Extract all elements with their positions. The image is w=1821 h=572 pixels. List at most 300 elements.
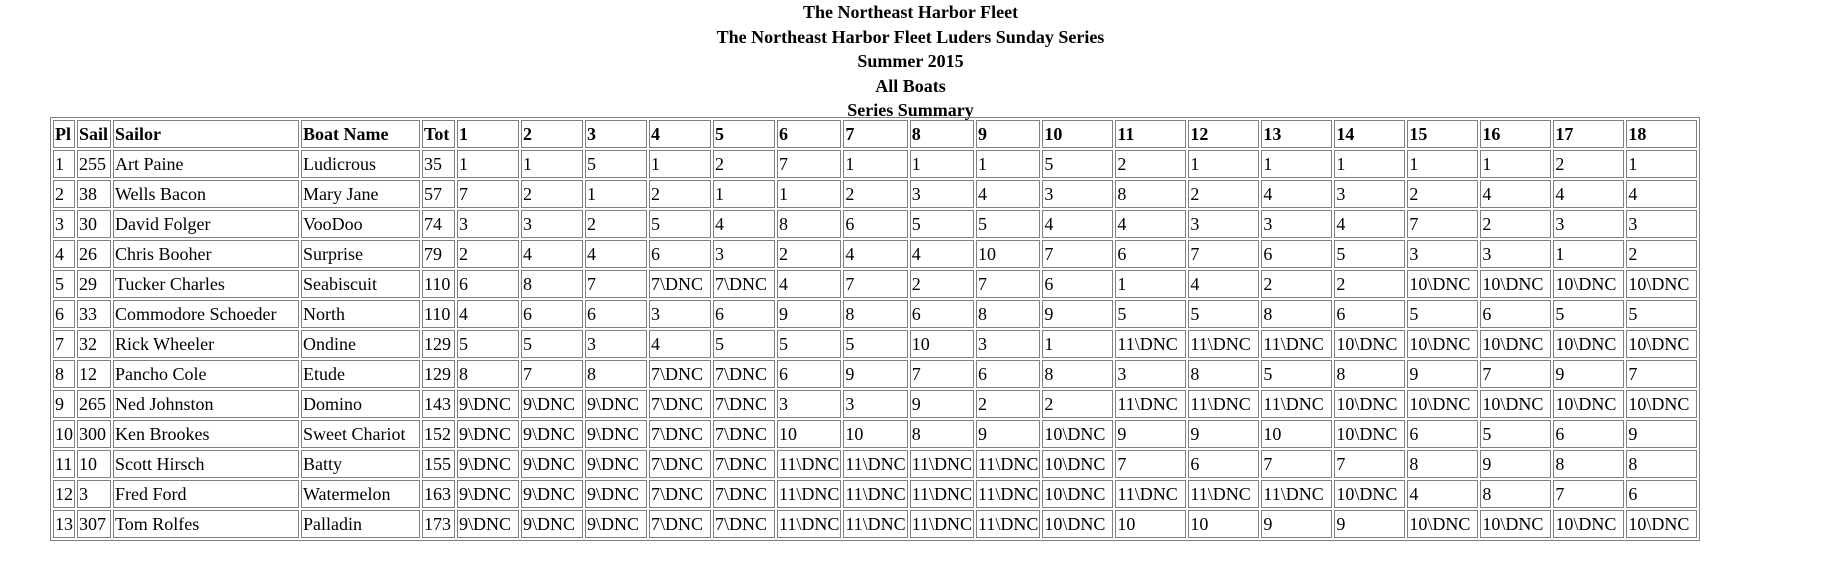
table-cell: 2 <box>585 210 647 238</box>
table-cell: 9 <box>1261 510 1332 538</box>
table-cell: 9 <box>777 300 841 328</box>
column-header: 10 <box>1042 120 1113 148</box>
table-cell: Pancho Cole <box>113 360 299 388</box>
table-cell: 7\DNC <box>649 360 711 388</box>
table-cell: 6 <box>713 300 775 328</box>
table-cell: Batty <box>301 450 420 478</box>
table-cell: Domino <box>301 390 420 418</box>
report-headers <box>0 0 1821 123</box>
table-cell: 3 <box>1261 210 1332 238</box>
table-cell: 8 <box>1115 180 1186 208</box>
table-cell: Sweet Chariot <box>301 420 420 448</box>
table-cell: 10 <box>843 420 907 448</box>
table-cell: 8 <box>1626 450 1697 478</box>
table-cell: 3 <box>585 330 647 358</box>
table-cell: 7 <box>521 360 583 388</box>
table-cell: 10\DNC <box>1480 270 1551 298</box>
table-cell: 4 <box>1407 480 1478 508</box>
table-cell: 8 <box>1188 360 1259 388</box>
table-cell: 11\DNC <box>843 510 907 538</box>
table-cell: 163 <box>422 480 455 508</box>
table-cell: 10\DNC <box>1042 450 1113 478</box>
table-cell: 10 <box>53 420 75 448</box>
table-cell: 6 <box>1480 300 1551 328</box>
table-cell: 9 <box>1115 420 1186 448</box>
table-cell: 6 <box>1407 420 1478 448</box>
table-cell: 10\DNC <box>1626 510 1697 538</box>
table-cell: 11 <box>53 450 75 478</box>
table-cell: 129 <box>422 360 455 388</box>
table-cell: Tucker Charles <box>113 270 299 298</box>
table-cell: 6 <box>1261 240 1332 268</box>
table-row <box>53 270 1697 298</box>
summary-title: Series Summary <box>847 100 974 120</box>
table-cell: 8 <box>585 360 647 388</box>
table-cell: 3 <box>77 480 111 508</box>
table-cell: 3 <box>976 330 1040 358</box>
table-cell: 9\DNC <box>457 390 519 418</box>
column-header: 3 <box>585 120 647 148</box>
table-cell: 3 <box>1115 360 1186 388</box>
series-title: The Northeast Harbor Fleet Luders Sunday Series <box>716 26 1105 47</box>
column-header: 18 <box>1626 120 1697 148</box>
table-cell: 2 <box>1188 180 1259 208</box>
table-cell: 2 <box>910 270 974 298</box>
table-cell: 35 <box>422 150 455 178</box>
table-cell: 5 <box>777 330 841 358</box>
table-cell: Mary Jane <box>301 180 420 208</box>
table-cell: 8 <box>843 300 907 328</box>
table-cell: 8 <box>777 210 841 238</box>
table-cell: 4 <box>649 330 711 358</box>
table-cell: 10 <box>1188 510 1259 538</box>
table-cell: 3 <box>521 210 583 238</box>
table-cell: 5 <box>713 330 775 358</box>
table-cell: 5 <box>1480 420 1551 448</box>
table-cell: 11\DNC <box>1261 390 1332 418</box>
table-cell: 6 <box>53 300 75 328</box>
table-cell: 7 <box>457 180 519 208</box>
series-summary-table <box>50 117 1700 541</box>
column-header: 8 <box>910 120 974 148</box>
table-cell: 11\DNC <box>1261 330 1332 358</box>
table-cell: VooDoo <box>301 210 420 238</box>
table-cell: 3 <box>1407 240 1478 268</box>
column-header: Tot <box>422 120 455 148</box>
table-cell: Fred Ford <box>113 480 299 508</box>
table-cell: 7 <box>910 360 974 388</box>
table-cell: 9\DNC <box>457 510 519 538</box>
table-cell: 110 <box>422 270 455 298</box>
table-cell: 13 <box>53 510 75 538</box>
column-header: 2 <box>521 120 583 148</box>
table-cell: 7\DNC <box>713 450 775 478</box>
table-cell: 11\DNC <box>777 480 841 508</box>
table-cell: 7\DNC <box>649 510 711 538</box>
table-cell: 7\DNC <box>649 450 711 478</box>
table-cell: 2 <box>1480 210 1551 238</box>
table-cell: 2 <box>1626 240 1697 268</box>
table-cell: Watermelon <box>301 480 420 508</box>
table-cell: 11\DNC <box>777 510 841 538</box>
table-cell: 7 <box>976 270 1040 298</box>
table-cell: 173 <box>422 510 455 538</box>
table-cell: 4 <box>976 180 1040 208</box>
table-cell: 5 <box>649 210 711 238</box>
table-cell: 7 <box>585 270 647 298</box>
table-cell: 6 <box>777 360 841 388</box>
table-cell: 7\DNC <box>649 390 711 418</box>
table-cell: 7\DNC <box>649 420 711 448</box>
table-cell: 1 <box>1480 150 1551 178</box>
table-cell: 4 <box>1042 210 1113 238</box>
table-cell: 6 <box>1115 240 1186 268</box>
table-row <box>53 480 1697 508</box>
table-cell: 7 <box>1261 450 1332 478</box>
table-cell: 1 <box>1042 330 1113 358</box>
table-cell: 79 <box>422 240 455 268</box>
table-cell: 6 <box>1188 450 1259 478</box>
table-cell: 10\DNC <box>1407 510 1478 538</box>
table-row <box>53 300 1697 328</box>
table-cell: 4 <box>910 240 974 268</box>
column-header: 1 <box>457 120 519 148</box>
table-cell: 4 <box>1115 210 1186 238</box>
table-cell: 1 <box>53 150 75 178</box>
table-cell: 8 <box>53 360 75 388</box>
table-cell: 1 <box>1407 150 1478 178</box>
table-cell: 1 <box>1626 150 1697 178</box>
table-cell: 2 <box>1115 150 1186 178</box>
table-cell: Rick Wheeler <box>113 330 299 358</box>
table-cell: 2 <box>1334 270 1405 298</box>
table-cell: 6 <box>1042 270 1113 298</box>
column-header: 6 <box>777 120 841 148</box>
table-cell: 7\DNC <box>713 480 775 508</box>
table-cell: 7\DNC <box>713 510 775 538</box>
table-cell: 5 <box>910 210 974 238</box>
table-cell: 265 <box>77 390 111 418</box>
table-cell: 2 <box>843 180 907 208</box>
table-cell: 10\DNC <box>1334 420 1405 448</box>
column-header: 5 <box>713 120 775 148</box>
table-cell: 12 <box>53 480 75 508</box>
table-cell: 11\DNC <box>976 450 1040 478</box>
table-cell: 6 <box>976 360 1040 388</box>
table-cell: 9\DNC <box>457 420 519 448</box>
table-cell: 3 <box>457 210 519 238</box>
table-cell: 6 <box>1553 420 1624 448</box>
table-cell: 2 <box>713 150 775 178</box>
table-cell: 11\DNC <box>976 510 1040 538</box>
table-cell: 10\DNC <box>1334 330 1405 358</box>
table-row <box>53 150 1697 178</box>
column-header: 12 <box>1188 120 1259 148</box>
table-cell: Tom Rolfes <box>113 510 299 538</box>
table-cell: 1 <box>1115 270 1186 298</box>
table-cell: 9\DNC <box>457 450 519 478</box>
table-row <box>53 510 1697 538</box>
table-cell: 3 <box>649 300 711 328</box>
table-cell: Ludicrous <box>301 150 420 178</box>
table-cell: 9 <box>1480 450 1551 478</box>
table-cell: 7 <box>1626 360 1697 388</box>
table-cell: 4 <box>713 210 775 238</box>
table-cell: 3 <box>1042 180 1113 208</box>
table-cell: 11\DNC <box>1188 480 1259 508</box>
table-cell: 11\DNC <box>777 450 841 478</box>
table-cell: 5 <box>1188 300 1259 328</box>
table-cell: 32 <box>77 330 111 358</box>
table-cell: 2 <box>457 240 519 268</box>
table-cell: 1 <box>457 150 519 178</box>
table-cell: 1 <box>910 150 974 178</box>
table-cell: 10 <box>1115 510 1186 538</box>
table-cell: 10\DNC <box>1042 510 1113 538</box>
table-cell: 155 <box>422 450 455 478</box>
table-cell: 7\DNC <box>713 420 775 448</box>
table-cell: 5 <box>1042 150 1113 178</box>
table-cell: Wells Bacon <box>113 180 299 208</box>
table-cell: 6 <box>521 300 583 328</box>
table-cell: 33 <box>77 300 111 328</box>
table-cell: 6 <box>585 300 647 328</box>
division-title: All Boats <box>875 75 946 96</box>
table-cell: 9\DNC <box>521 450 583 478</box>
table-cell: 11\DNC <box>910 450 974 478</box>
table-cell: 1 <box>843 150 907 178</box>
table-cell: 11\DNC <box>1115 390 1186 418</box>
table-cell: 2 <box>53 180 75 208</box>
table-cell: 10\DNC <box>1553 390 1624 418</box>
table-cell: 4 <box>585 240 647 268</box>
table-row <box>53 240 1697 268</box>
table-cell: 11\DNC <box>910 480 974 508</box>
table-cell: 5 <box>1334 240 1405 268</box>
table-cell: 5 <box>1553 300 1624 328</box>
table-cell: 10 <box>910 330 974 358</box>
table-cell: 11\DNC <box>1115 480 1186 508</box>
column-header: Sail <box>77 120 111 148</box>
table-cell: 4 <box>1480 180 1551 208</box>
table-cell: 300 <box>77 420 111 448</box>
table-cell: 10\DNC <box>1407 270 1478 298</box>
table-cell: 10\DNC <box>1553 510 1624 538</box>
summary-table-wrap <box>50 117 1700 541</box>
table-cell: 3 <box>713 240 775 268</box>
table-cell: 30 <box>77 210 111 238</box>
table-cell: Ken Brookes <box>113 420 299 448</box>
table-cell: Chris Booher <box>113 240 299 268</box>
table-cell: 2 <box>649 180 711 208</box>
table-cell: 7 <box>1480 360 1551 388</box>
table-cell: 3 <box>910 180 974 208</box>
table-cell: 1 <box>521 150 583 178</box>
table-cell: 3 <box>53 210 75 238</box>
table-cell: 6 <box>910 300 974 328</box>
table-cell: Ondine <box>301 330 420 358</box>
column-header: 11 <box>1115 120 1186 148</box>
table-cell: 11\DNC <box>1261 480 1332 508</box>
table-cell: 9\DNC <box>585 480 647 508</box>
table-cell: 10\DNC <box>1553 330 1624 358</box>
table-cell: 3 <box>1188 210 1259 238</box>
table-cell: 11\DNC <box>976 480 1040 508</box>
table-cell: 5 <box>521 330 583 358</box>
table-cell: 4 <box>1553 180 1624 208</box>
column-header: 9 <box>976 120 1040 148</box>
table-cell: 4 <box>53 240 75 268</box>
table-cell: 6 <box>843 210 907 238</box>
column-header: Boat Name <box>301 120 420 148</box>
table-cell: 9 <box>1626 420 1697 448</box>
table-cell: 3 <box>1480 240 1551 268</box>
table-cell: 8 <box>1553 450 1624 478</box>
table-cell: Surprise <box>301 240 420 268</box>
table-cell: 2 <box>521 180 583 208</box>
table-cell: 5 <box>1115 300 1186 328</box>
table-cell: 1 <box>1261 150 1332 178</box>
table-cell: 10\DNC <box>1626 270 1697 298</box>
column-header: 4 <box>649 120 711 148</box>
table-cell: 1 <box>976 150 1040 178</box>
table-cell: 74 <box>422 210 455 238</box>
table-cell: 1 <box>1188 150 1259 178</box>
column-header: Pl <box>53 120 75 148</box>
table-cell: 9 <box>1188 420 1259 448</box>
table-cell: 4 <box>457 300 519 328</box>
table-cell: 10\DNC <box>1407 390 1478 418</box>
table-cell: 9\DNC <box>521 390 583 418</box>
table-cell: 11\DNC <box>1188 390 1259 418</box>
table-cell: 9\DNC <box>521 480 583 508</box>
table-cell: 10 <box>976 240 1040 268</box>
table-cell: 4 <box>1334 210 1405 238</box>
table-cell: 7 <box>777 150 841 178</box>
table-cell: 1 <box>649 150 711 178</box>
column-header: 15 <box>1407 120 1478 148</box>
table-cell: 9\DNC <box>457 480 519 508</box>
table-cell: 9 <box>1407 360 1478 388</box>
table-cell: 10\DNC <box>1480 510 1551 538</box>
table-cell: 10\DNC <box>1480 330 1551 358</box>
table-cell: 7\DNC <box>713 390 775 418</box>
table-cell: 9 <box>843 360 907 388</box>
table-cell: 3 <box>1626 210 1697 238</box>
table-cell: 8 <box>910 420 974 448</box>
table-cell: 3 <box>1334 180 1405 208</box>
table-cell: 9 <box>1334 510 1405 538</box>
table-cell: 8 <box>1407 450 1478 478</box>
table-cell: Ned Johnston <box>113 390 299 418</box>
table-cell: 11\DNC <box>1188 330 1259 358</box>
table-cell: 7 <box>1334 450 1405 478</box>
table-cell: 7\DNC <box>713 270 775 298</box>
table-cell: 10\DNC <box>1042 420 1113 448</box>
table-header-row <box>53 120 1697 148</box>
table-cell: 307 <box>77 510 111 538</box>
table-cell: 9 <box>976 420 1040 448</box>
table-cell: 5 <box>843 330 907 358</box>
table-cell: 1 <box>1553 240 1624 268</box>
column-header: Sailor <box>113 120 299 148</box>
table-cell: 10\DNC <box>1626 330 1697 358</box>
table-cell: 4 <box>1261 180 1332 208</box>
table-cell: 7 <box>843 270 907 298</box>
table-cell: Art Paine <box>113 150 299 178</box>
table-cell: 9\DNC <box>521 420 583 448</box>
table-cell: 5 <box>976 210 1040 238</box>
table-cell: 7\DNC <box>649 480 711 508</box>
table-cell: 9\DNC <box>585 390 647 418</box>
table-cell: 5 <box>585 150 647 178</box>
table-cell: 11\DNC <box>910 510 974 538</box>
table-cell: 5 <box>457 330 519 358</box>
column-header: 7 <box>843 120 907 148</box>
table-row <box>53 210 1697 238</box>
table-cell: North <box>301 300 420 328</box>
table-cell: 2 <box>1553 150 1624 178</box>
column-header: 16 <box>1480 120 1551 148</box>
table-cell: 9\DNC <box>585 510 647 538</box>
table-cell: 4 <box>521 240 583 268</box>
table-row <box>53 330 1697 358</box>
table-cell: 9 <box>53 390 75 418</box>
table-cell: Seabiscuit <box>301 270 420 298</box>
table-row <box>53 450 1697 478</box>
table-cell: 10\DNC <box>1042 480 1113 508</box>
table-cell: 10\DNC <box>1480 390 1551 418</box>
table-cell: 7 <box>1042 240 1113 268</box>
table-cell: 4 <box>777 270 841 298</box>
table-cell: 2 <box>1261 270 1332 298</box>
table-cell: 4 <box>1188 270 1259 298</box>
table-row <box>53 360 1697 388</box>
table-cell: Etude <box>301 360 420 388</box>
table-cell: 129 <box>422 330 455 358</box>
table-cell: 3 <box>777 390 841 418</box>
table-cell: 10 <box>77 450 111 478</box>
table-cell: 11\DNC <box>843 450 907 478</box>
table-cell: 1 <box>585 180 647 208</box>
table-cell: 2 <box>1407 180 1478 208</box>
table-cell: 6 <box>457 270 519 298</box>
table-cell: 11\DNC <box>1115 330 1186 358</box>
table-cell: Palladin <box>301 510 420 538</box>
table-cell: 8 <box>457 360 519 388</box>
table-cell: 2 <box>777 240 841 268</box>
table-cell: 152 <box>422 420 455 448</box>
table-cell: 3 <box>843 390 907 418</box>
table-cell: 10 <box>777 420 841 448</box>
table-cell: 10 <box>1261 420 1332 448</box>
table-cell: 2 <box>976 390 1040 418</box>
table-cell: 10\DNC <box>1334 480 1405 508</box>
table-cell: 8 <box>1480 480 1551 508</box>
table-cell: 5 <box>1626 300 1697 328</box>
table-cell: 255 <box>77 150 111 178</box>
column-header: 14 <box>1334 120 1405 148</box>
table-cell: 6 <box>1626 480 1697 508</box>
table-cell: 3 <box>1553 210 1624 238</box>
table-cell: 8 <box>521 270 583 298</box>
table-cell: 7 <box>1407 210 1478 238</box>
table-cell: 5 <box>1407 300 1478 328</box>
table-cell: 1 <box>713 180 775 208</box>
table-cell: 10\DNC <box>1626 390 1697 418</box>
table-cell: 26 <box>77 240 111 268</box>
table-cell: 1 <box>1334 150 1405 178</box>
